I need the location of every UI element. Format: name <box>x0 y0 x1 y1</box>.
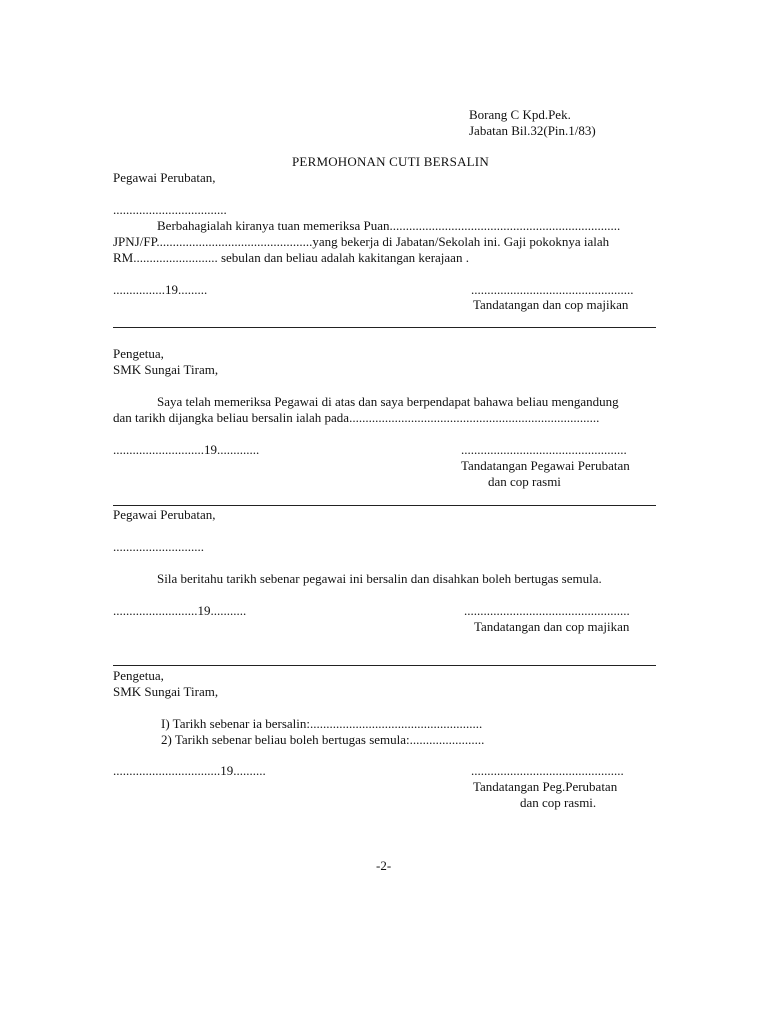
reference-code: Jabatan Bil.32(Pin.1/83) <box>469 123 596 138</box>
section4-item-return-date: 2) Tarikh sebenar beliau boleh bertugas semula:....................... <box>161 732 485 747</box>
section3-name-blank: ............................ <box>113 539 204 554</box>
section2-signature-blank: ................................................... <box>461 442 627 457</box>
section2-signature-label: Tandatangan Pegawai Perubatan <box>461 458 630 473</box>
section1-date-blank: ................19......... <box>113 282 208 297</box>
form-code: Borang C Kpd.Pek. <box>469 107 571 122</box>
section1-signature-label: Tandatangan dan cop majikan <box>473 297 629 312</box>
section4-signature-label: Tandatangan Peg.Perubatan <box>473 779 618 794</box>
section3-signature-label: Tandatangan dan cop majikan <box>474 619 630 634</box>
section4-signature-blank: ............................................... <box>471 763 624 778</box>
section4-item-birth-date: I) Tarikh sebenar ia bersalin:..................................................... <box>161 716 483 731</box>
section1-body-line1: Berbahagialah kiranya tuan memeriksa Puan....................................................................... <box>157 218 621 233</box>
page-number: -2- <box>376 858 392 873</box>
section-divider <box>113 505 656 506</box>
section1-body-line3: RM.......................... sebulan dan beliau adalah kakitangan kerajaan . <box>113 250 469 265</box>
section1-signature-blank: .................................................. <box>471 282 634 297</box>
section1-addressee: Pegawai Perubatan, <box>113 170 216 185</box>
section4-addressee: Pengetua, <box>113 668 164 683</box>
section4-school: SMK Sungai Tiram, <box>113 684 219 699</box>
document-title: PERMOHONAN CUTI BERSALIN <box>292 154 489 169</box>
section1-body-line2: JPNJ/FP................................................yang bekerja di Jabatan/Sekolah ini. Gaji pokoknya ialah <box>113 234 610 249</box>
section2-date-blank: ............................19............. <box>113 442 260 457</box>
section3-signature-blank: ................................................... <box>464 603 630 618</box>
section-divider <box>113 327 656 328</box>
section3-addressee: Pegawai Perubatan, <box>113 507 216 522</box>
section3-body-line1: Sila beritahu tarikh sebenar pegawai ini bersalin dan disahkan boleh bertugas semula. <box>157 571 602 586</box>
section2-body-line1: Saya telah memeriksa Pegawai di atas dan saya berpendapat bahawa beliau mengandung <box>157 394 619 409</box>
section1-name-blank: ................................... <box>113 202 227 217</box>
section2-body-line2: dan tarikh dijangka beliau bersalin ialah pada............................................................................. <box>113 410 600 425</box>
section3-date-blank: ..........................19........... <box>113 603 247 618</box>
section4-date-blank: .................................19.......... <box>113 763 266 778</box>
section4-stamp-label: dan cop rasmi. <box>520 795 597 810</box>
section2-stamp-label: dan cop rasmi <box>488 474 561 489</box>
section2-school: SMK Sungai Tiram, <box>113 362 219 377</box>
section-divider <box>113 665 656 666</box>
section2-addressee: Pengetua, <box>113 346 164 361</box>
